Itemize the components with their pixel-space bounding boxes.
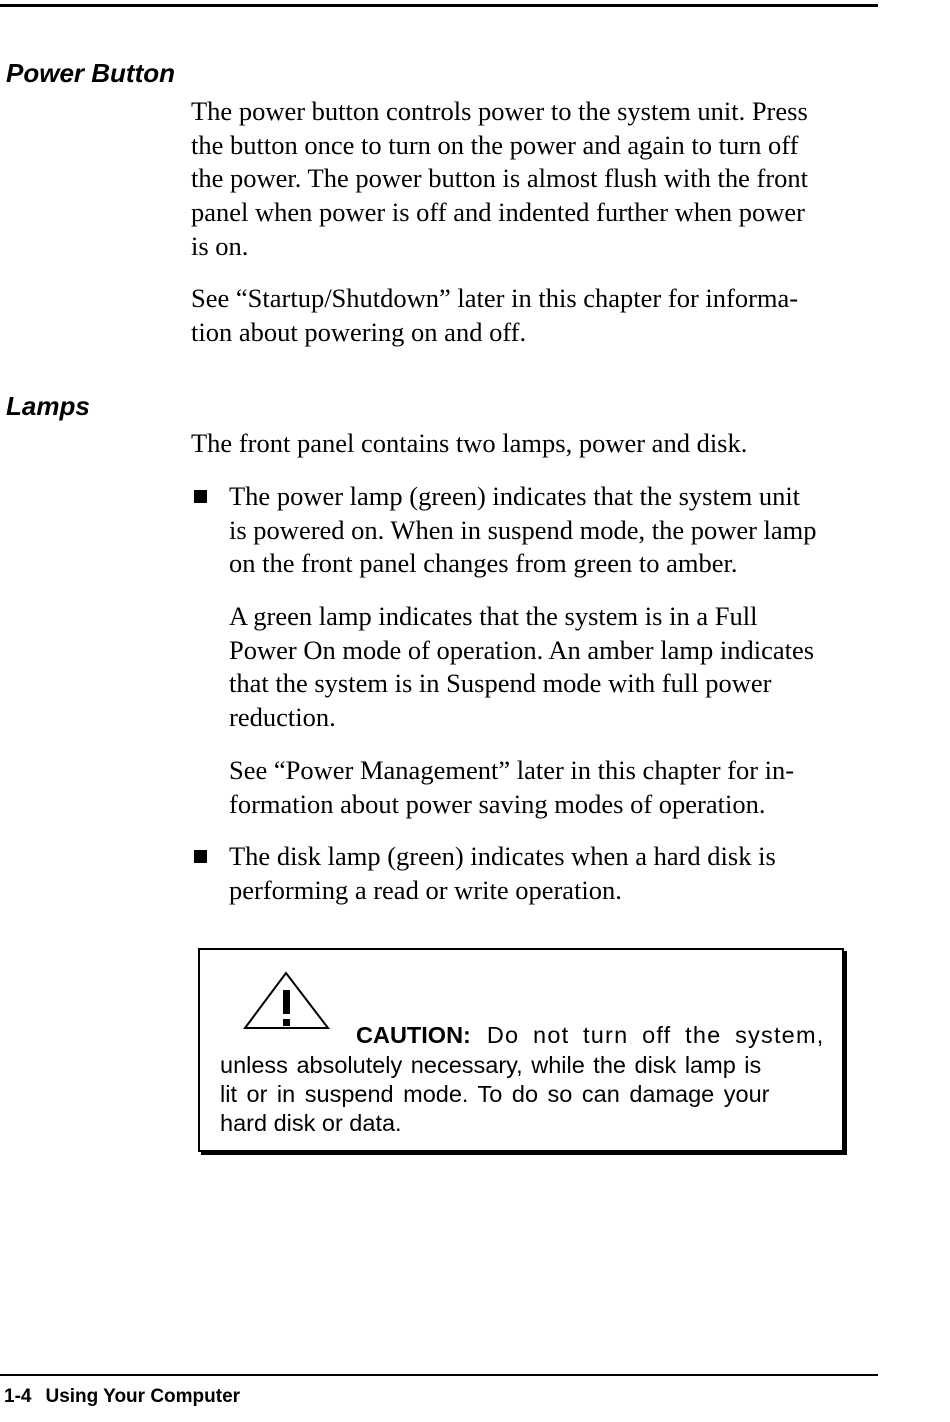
caution-text-line-2: unless absolutely necessary, while the disk lamp is (220, 1052, 762, 1078)
caution-text-line-3: lit or in suspend mode. To do so can damage your (220, 1081, 770, 1107)
footer-rule (0, 1374, 878, 1376)
power-lamp-item: The power lamp (green) indicates that the system unit is powered on. When in suspend mode, the power lamp on the front panel changes from green to amber. (229, 481, 817, 579)
top-rule (0, 4, 878, 7)
warning-triangle-icon (242, 970, 332, 1036)
lamps-intro: The front panel contains two lamps, power and disk. (191, 428, 748, 458)
disk-lamp-item: The disk lamp (green) indicates when a hard disk is performing a read or write operation. (229, 841, 776, 905)
caution-label: CAUTION: (356, 1022, 471, 1048)
startup-shutdown-reference: See “Startup/Shutdown” later in this chapter for informa- tion about powering on and off. (191, 283, 799, 347)
power-management-reference: See “Power Management” later in this chapter for in- formation about power saving modes of operation. (229, 755, 795, 819)
section-heading-power-button: Power Button (6, 58, 175, 88)
lamp-color-explanation: A green lamp indicates that the system is in a Full Power On mode of operation. An amber lamp indicates that the system is in Suspend mode with full power reduction. (229, 601, 815, 733)
page-footer (4, 1385, 240, 1409)
footer-section-title: Using Your Computer (45, 1386, 241, 1407)
power-button-paragraph: The power button controls power to the system unit. Press the button once to turn on the power and again to turn off the power. The power button is almost flush with the front panel when power is off and indented further when power is on. (191, 96, 809, 261)
caution-text-line-1: CAUTION: Do not turn off the system, (356, 1022, 825, 1048)
page-number: 1-4 (4, 1386, 32, 1407)
caution-text-line-4: hard disk or data. (220, 1110, 402, 1136)
bullet-square-icon (194, 490, 207, 503)
bullet-square-icon (194, 850, 207, 863)
section-heading-lamps: Lamps (6, 391, 90, 421)
